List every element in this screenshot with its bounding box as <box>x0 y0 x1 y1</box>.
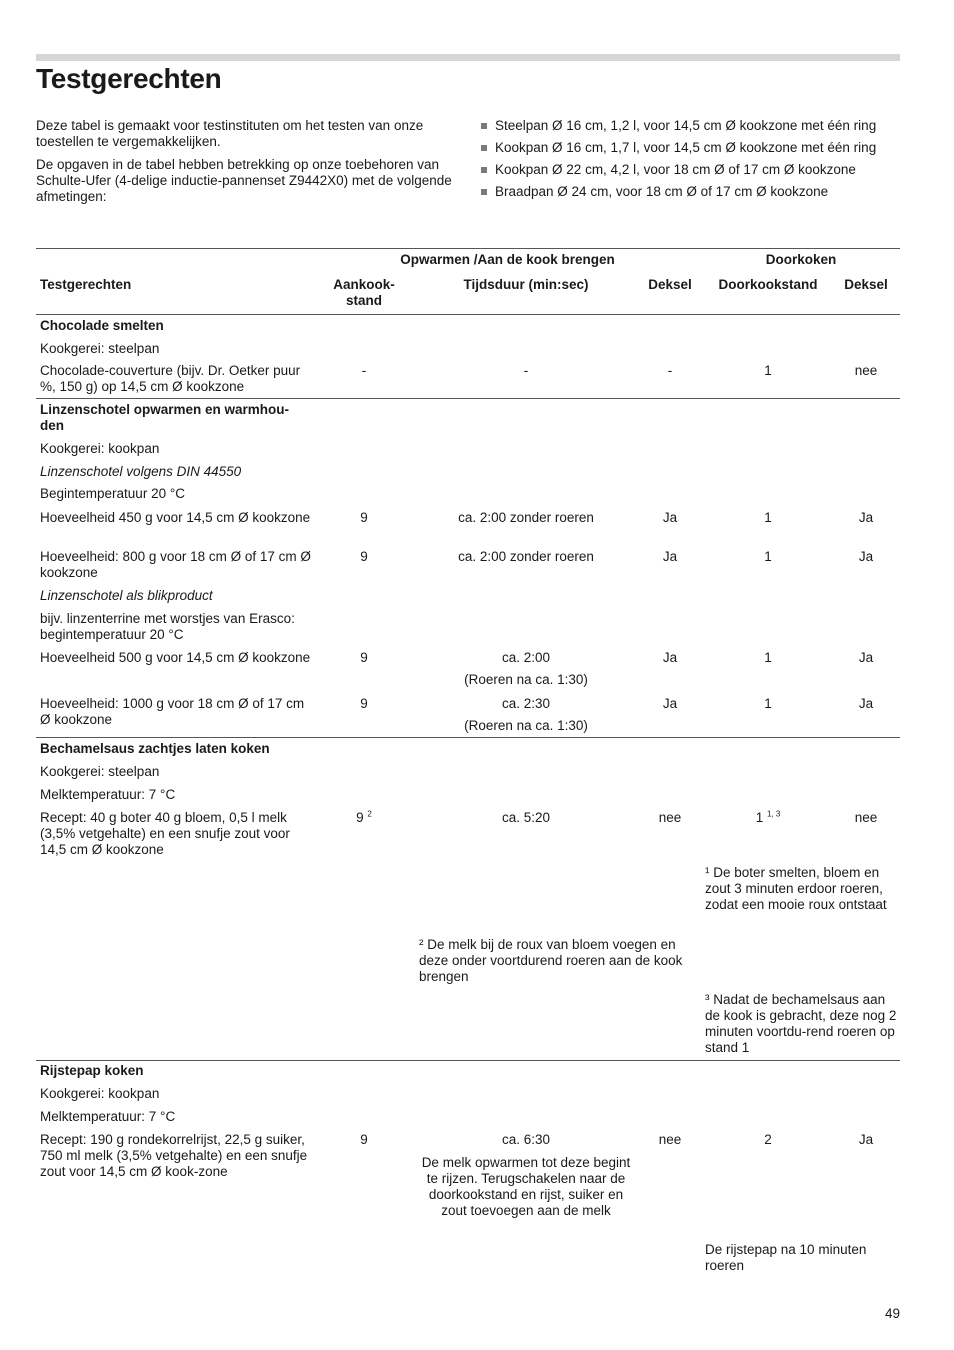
recipe-text: Recept: 190 g rondekorrelrijst, 22,5 g suiker, 750 ml melk (3,5% vetgehalte) en een snufje zout voor 14,5 cm Ø kook-zone <box>40 1132 308 1179</box>
subsection-label: Linzenschotel als blikproduct <box>40 588 213 603</box>
section-rule <box>36 398 900 399</box>
lid-value: nee <box>658 1132 682 1147</box>
cookware-label: Kookgerei: kookpan <box>40 441 160 456</box>
simmer-stage-value: 1 $^{1, 3}$ <box>755 809 781 825</box>
footnote-marker: 2 <box>367 809 372 819</box>
list-item: Braadpan Ø 24 cm, voor 18 cm Ø of 17 cm Ø kookzone <box>481 184 901 200</box>
square-bullet-icon <box>481 123 487 129</box>
cookware-label: Kookgerei: steelpan <box>40 341 160 356</box>
lid-value: Ja <box>662 510 678 525</box>
list-item: Kookpan Ø 16 cm, 1,7 l, voor 14,5 cm Ø kookzone met één ring <box>481 140 901 156</box>
intro-paragraph-1: Deze tabel is gemaakt voor testinstituten om het testen van onze toestellen te vergemakkelijken. <box>36 118 424 149</box>
simmer-stage-value: 2 <box>764 1132 772 1147</box>
simmer-lid-value: nee <box>854 810 878 825</box>
section-rule <box>36 737 900 738</box>
page-title: Testgerechten <box>36 63 222 94</box>
header-stage: Aankook- stand <box>333 277 395 308</box>
lid-value: Ja <box>662 650 678 665</box>
lid-value: nee <box>658 810 682 825</box>
simmer-lid-value: Ja <box>858 696 874 711</box>
square-bullet-icon <box>481 145 487 151</box>
intro-text <box>36 118 456 212</box>
time-note: (Roeren na ca. 1:30) <box>464 718 588 733</box>
cookware-label: Kookgerei: steelpan <box>40 764 160 779</box>
dish-description: Chocolade-couverture (bijv. Dr. Oetker puur %, 150 g) op 14,5 cm Ø kookzone <box>40 363 301 394</box>
subsection-label: Linzenschotel volgens DIN 44550 <box>40 464 242 479</box>
lid-value: - <box>667 363 673 378</box>
time-note: (Roeren na ca. 1:30) <box>464 672 588 687</box>
section-rule <box>36 1060 900 1061</box>
title-rule <box>36 54 900 61</box>
header-time: Tijdsduur (min:sec) <box>463 277 589 292</box>
stage-value: 9 $^2$ <box>356 809 372 825</box>
time-value: ca. 2:00 <box>501 650 551 665</box>
footnote-2: ² De melk bij de roux van bloem voegen en deze onder voortdurend roeren aan de kook brengen <box>419 937 683 984</box>
footnote-3: ³ Nadat de bechamelsaus aan de kook is gebracht, deze nog 2 minuten voortdu-rend roeren op stand 1 <box>705 992 897 1055</box>
page-number: 49 <box>884 1306 900 1321</box>
header-lid: Deksel <box>648 277 692 292</box>
milk-temperature: Melktemperatuur: 7 °C <box>40 787 176 802</box>
time-value: - <box>523 363 529 378</box>
time-value: ca. 2:30 <box>501 696 551 711</box>
dish-description: Hoeveelheid: 800 g voor 18 cm Ø of 17 cm Ø kookzone <box>40 549 311 580</box>
header-dish: Testgerechten <box>40 277 132 292</box>
stage-value: 9 <box>360 650 368 665</box>
start-temperature: Begintemperatuur 20 °C <box>40 486 185 501</box>
square-bullet-icon <box>481 189 487 195</box>
simmer-lid-value: Ja <box>858 650 874 665</box>
simmer-note: De rijstepap na 10 minuten roeren <box>705 1242 867 1273</box>
list-item: Steelpan Ø 16 cm, 1,2 l, voor 14,5 cm Ø kookzone met één ring <box>481 118 901 134</box>
lid-value: Ja <box>662 696 678 711</box>
simmer-lid-value: nee <box>854 363 878 378</box>
header-simmer-group: Doorkoken <box>765 252 837 267</box>
time-value: ca. 2:00 zonder roeren <box>458 510 594 525</box>
dish-description: Hoeveelheid 500 g voor 14,5 cm Ø kookzone <box>40 650 311 665</box>
lid-value: Ja <box>662 549 678 564</box>
section-title-rice: Rijstepap koken <box>40 1063 144 1078</box>
recipe-text: Recept: 40 g boter 40 g bloem, 0,5 l melk (3,5% vetgehalte) en een snufje zout voor 14,5 cm Ø kookzone <box>40 810 290 857</box>
footnote-1: ¹ De boter smelten, bloem en zout 3 minuten erdoor roeren, zodat een mooie roux ontstaat <box>705 865 887 912</box>
simmer-stage-value: 1 <box>764 363 772 378</box>
simmer-lid-value: Ja <box>858 549 874 564</box>
footnote-marker: 1, 3 <box>766 809 781 819</box>
stage-value: 9 <box>360 549 368 564</box>
cookware-label: Kookgerei: kookpan <box>40 1086 160 1101</box>
simmer-stage-value: 1 <box>764 510 772 525</box>
time-value: ca. 5:20 <box>501 810 551 825</box>
header-simmer-stage: Doorkookstand <box>718 277 818 292</box>
time-value: ca. 6:30 <box>501 1132 551 1147</box>
simmer-lid-value: Ja <box>858 510 874 525</box>
section-title-chocolate: Chocolade smelten <box>40 318 164 333</box>
time-value: ca. 2:00 zonder roeren <box>458 549 594 564</box>
table-top-rule <box>36 248 900 249</box>
stage-value: 9 <box>360 1132 368 1147</box>
stage-value: 9 <box>360 510 368 525</box>
header-rule <box>36 314 900 315</box>
time-note: De melk opwarmen tot deze begint te rijzen. Terugschakelen naar de doorkookstand en rijst, suiker en zout toevoegen aan de melk <box>421 1155 631 1218</box>
list-item: Kookpan Ø 22 cm, 4,2 l, voor 18 cm Ø of 17 cm Ø kookzone <box>481 162 901 178</box>
stage-value: - <box>361 363 367 378</box>
example-text: bijv. linzenterrine met worstjes van Erasco: begintemperatuur 20 °C <box>40 611 295 642</box>
section-title-bechamel: Bechamelsaus zachtjes laten koken <box>40 741 270 756</box>
intro-paragraph-2: De opgaven in de tabel hebben betrekking op onze toebehoren van Schulte-Ufer (4-delige inductie-pannenset Z9442X0) met de volgende afmetingen: <box>36 157 452 204</box>
dish-description: Hoeveelheid 450 g voor 14,5 cm Ø kookzone <box>40 510 311 525</box>
header-lid-simmer: Deksel <box>844 277 888 292</box>
simmer-lid-value: Ja <box>858 1132 874 1147</box>
header-heat-group: Opwarmen /Aan de kook brengen <box>400 252 615 267</box>
milk-temperature: Melktemperatuur: 7 °C <box>40 1109 176 1124</box>
simmer-stage-value: 1 <box>764 650 772 665</box>
simmer-stage-value: 1 <box>764 549 772 564</box>
stage-value: 9 <box>360 696 368 711</box>
square-bullet-icon <box>481 167 487 173</box>
cookware-list <box>481 118 901 206</box>
dish-description: Hoeveelheid: 1000 g voor 18 cm Ø of 17 cm Ø kookzone <box>40 696 305 727</box>
simmer-stage-value: 1 <box>764 696 772 711</box>
section-title-lentil: Linzenschotel opwarmen en warmhou-den <box>40 402 290 433</box>
